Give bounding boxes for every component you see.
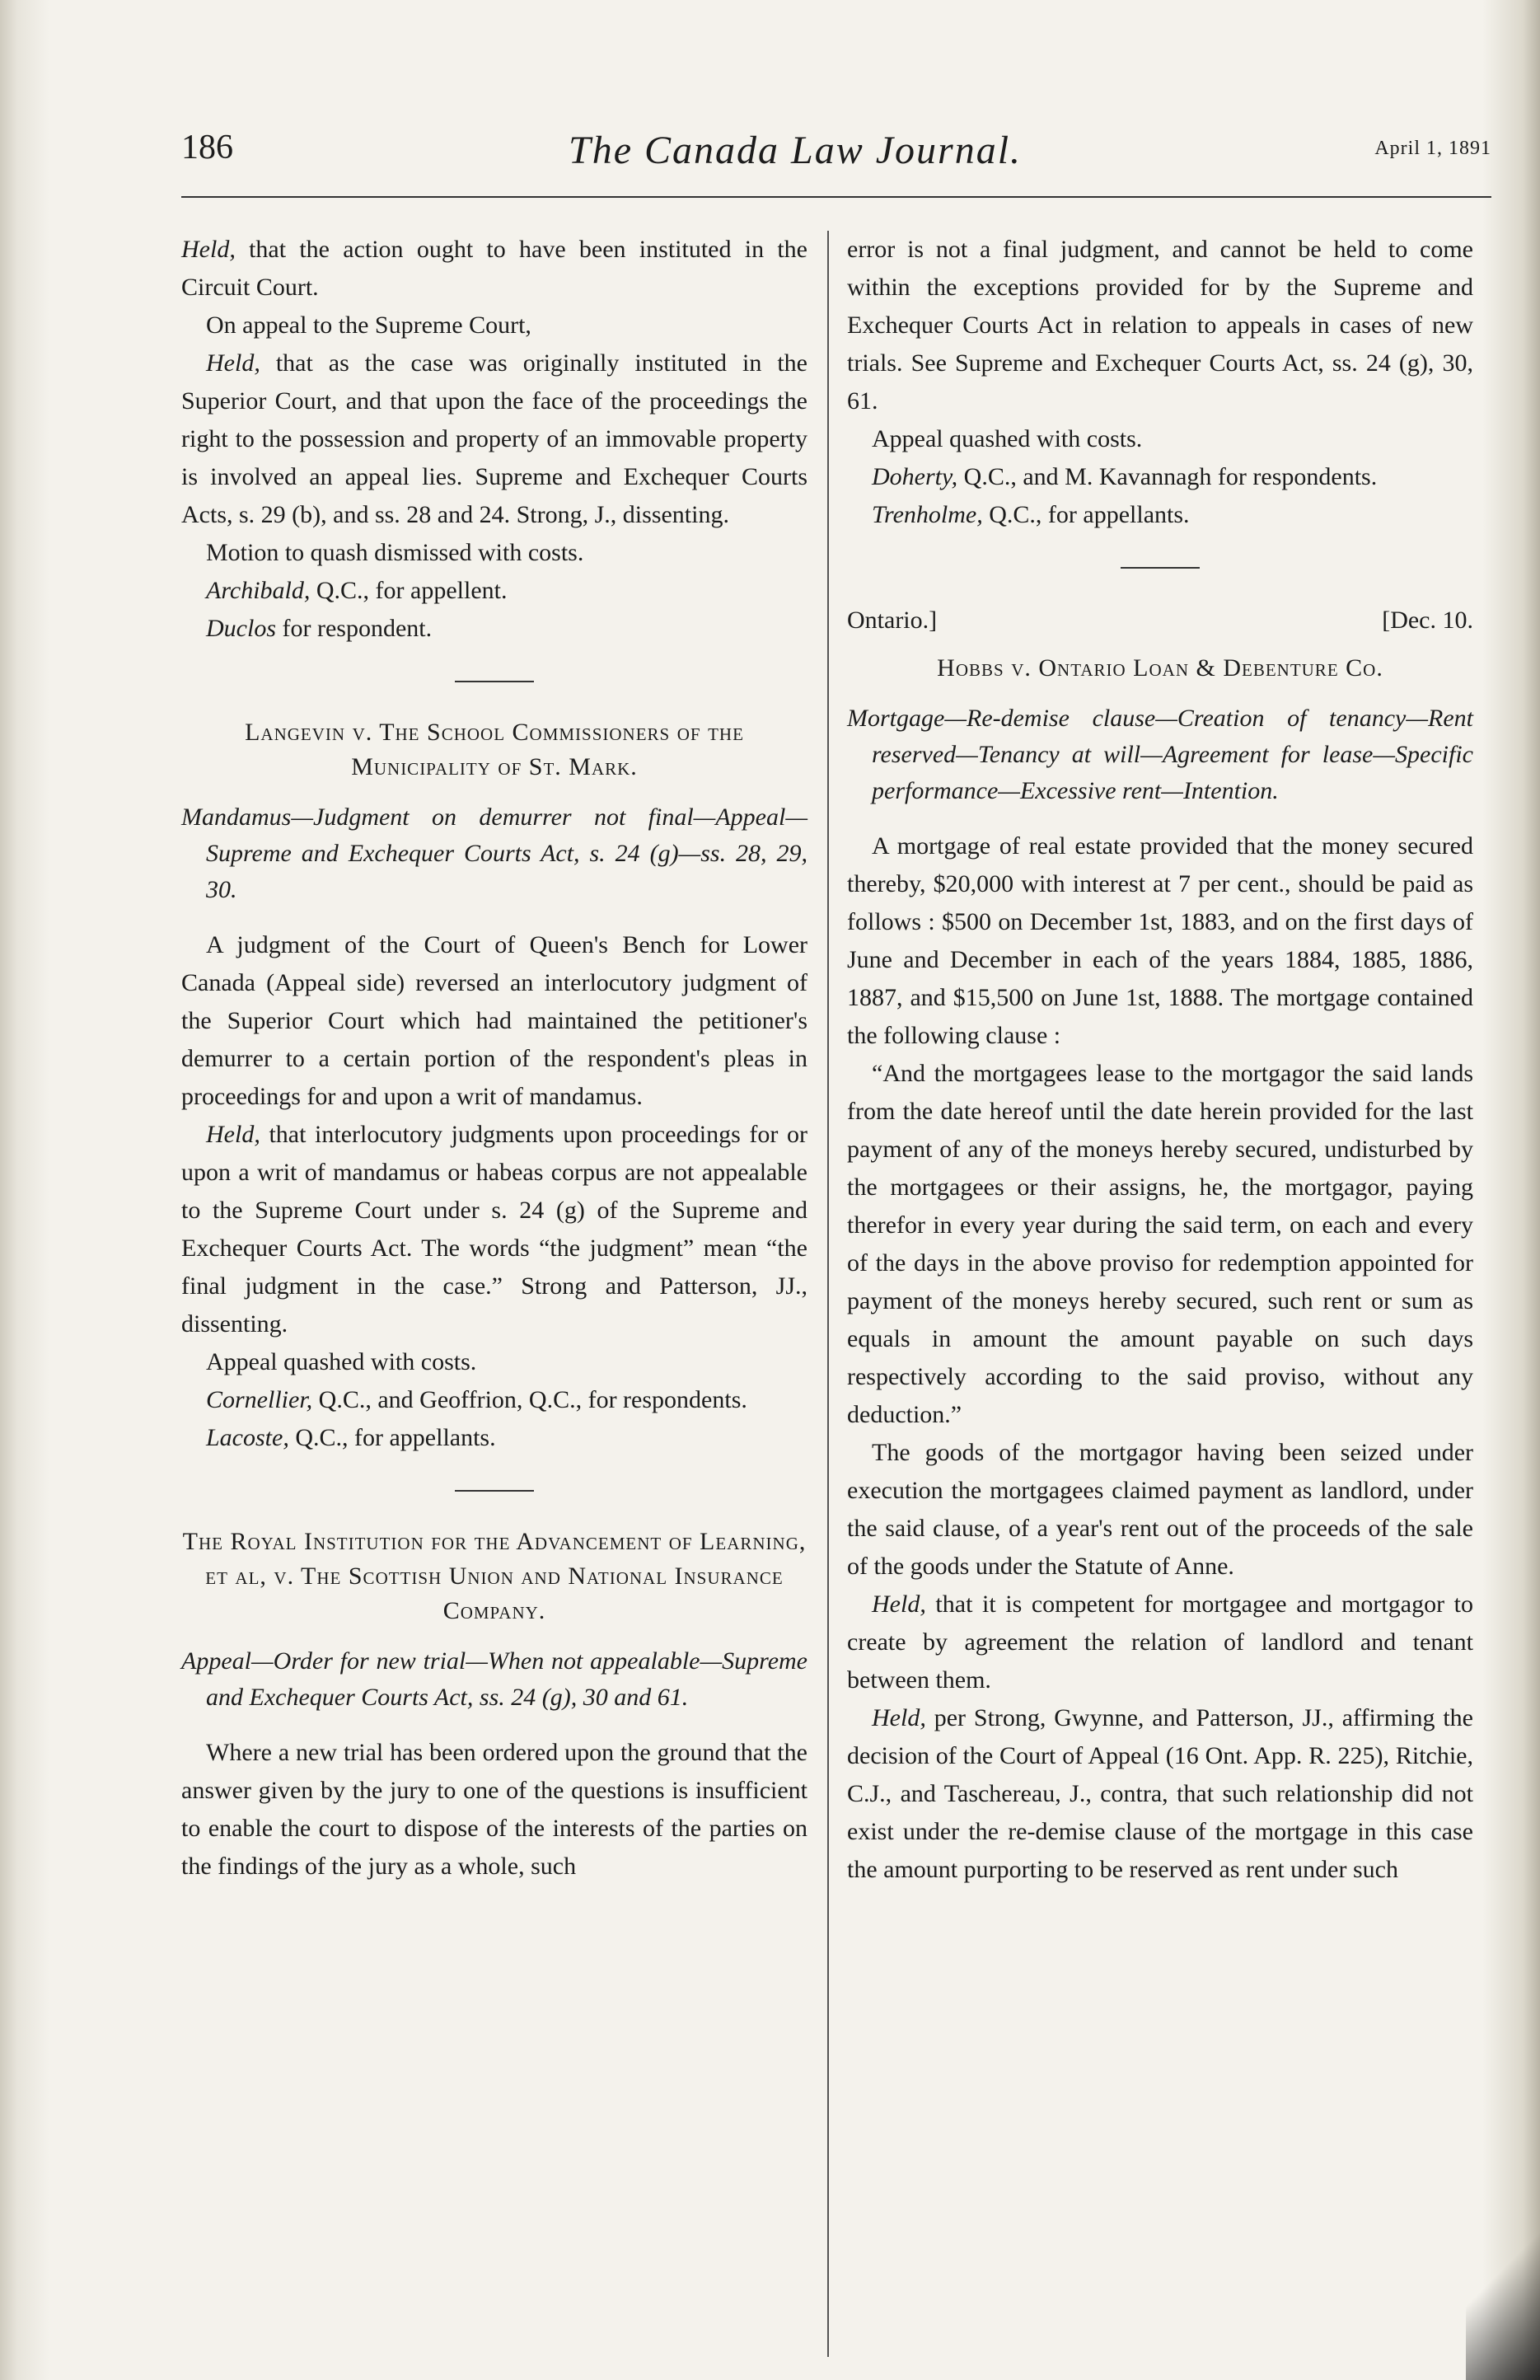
- right-column: [847, 231, 1473, 1889]
- header-rule: [181, 196, 1491, 198]
- paragraph: [181, 1734, 807, 1886]
- court-name: Ontario.]: [847, 607, 938, 634]
- para-text: Where a new trial has been ordered upon the ground that the answer given by the jury to one of the questions is insufficient to enable the court to dispose of the interests of the parties on the findings of the jury as a whole, such: [181, 1739, 807, 1880]
- paragraph: [181, 1116, 807, 1343]
- page-corner-shadow: [1466, 2207, 1540, 2380]
- case-title: Langevin v. The School Commissioners of the Municipality of St. Mark.: [245, 719, 744, 780]
- journal-title: The Canada Law Journal.: [569, 129, 1023, 172]
- para-text: The goods of the mortgagor having been seized under execution the mortgagees claimed payment as landlord, under the said clause, of a year's rent out of the proceeds of the sale of the goods under the Statute of Anne.: [847, 1439, 1473, 1580]
- para-lead: Duclos: [206, 615, 276, 642]
- paragraph: [847, 1586, 1473, 1699]
- para-lead: Held,: [872, 1704, 926, 1731]
- para-text: per Strong, Gwynne, and Patterson, JJ., affirming the decision of the Court of Appeal (16 Ont. App. R. 225), Ritchie, C.J., and Taschereau, J., contra, that such relationship did not exist under the re-demise clause of the mortgage in this case the amount purporting to be reserved as rent under such: [847, 1704, 1473, 1883]
- paragraph: [181, 231, 807, 307]
- left-column: [181, 231, 807, 1886]
- case-separator: [455, 1490, 534, 1492]
- running-header: [181, 128, 1491, 185]
- paragraph: [847, 496, 1473, 534]
- para-text: Q.C., and M. Kavannagh for respondents.: [957, 463, 1378, 490]
- para-text: that interlocutory judgments upon proceedings for or upon a writ of mandamus or habeas corpus are not appealable to the Supreme Court under s. 24 (g) of the Supreme and Exchequer Courts Act. The words “the judgment” mean “the final judgment in the case.” Strong and Patterson, JJ., dissenting.: [181, 1121, 807, 1338]
- court-date-line: [847, 602, 1473, 640]
- paragraph: [847, 1434, 1473, 1586]
- page-number: 186: [181, 129, 233, 166]
- paragraph: [847, 420, 1473, 458]
- case-title: The Royal Institution for the Advancement of Learning, et al, v. The Scottish Union and National Insurance Company.: [182, 1528, 807, 1624]
- page-edge-shadow-right: [1482, 0, 1540, 2380]
- case-royal-institution: [181, 1525, 807, 1886]
- case-title: Hobbs v. Ontario Loan & Debenture Co.: [937, 654, 1383, 682]
- case-hobbs: [847, 602, 1473, 1889]
- issue-date: April 1, 1891: [1374, 138, 1491, 159]
- para-lead: Held,: [206, 349, 260, 377]
- para-lead: Doherty,: [872, 463, 958, 490]
- paragraph: [847, 1055, 1473, 1434]
- para-text: Q.C., and Geoffrion, Q.C., for respondents.: [312, 1386, 747, 1413]
- case-separator: [455, 681, 534, 682]
- paragraph: [181, 534, 807, 572]
- case-langevin: [181, 715, 807, 1457]
- case-separator: [1121, 567, 1200, 569]
- para-text: Appeal quashed with costs.: [206, 1348, 477, 1375]
- para-text: that the action ought to have been instituted in the Circuit Court.: [181, 236, 807, 301]
- case-headnote: Mortgage—Re-demise clause—Creation of tenancy—Rent reserved—Tenancy at will—Agreement for lease—Specific performance—Excessive rent—Intention.: [847, 705, 1473, 804]
- para-text: On appeal to the Supreme Court,: [206, 312, 531, 339]
- para-text: for respondent.: [276, 615, 433, 642]
- paragraph: [181, 307, 807, 344]
- para-text: A mortgage of real estate provided that the money secured thereby, $20,000 with interest at 7 per cent., should be paid as follows : $500 on December 1st, 1883, and on the first days of June and December in each of the years 1884, 1885, 1886, 1887, and $15,500 on June 1st, 1888. The mortgage contained the following clause :: [847, 832, 1473, 1049]
- para-text: Q.C., for appellants.: [288, 1424, 496, 1451]
- para-lead: Held,: [181, 236, 236, 263]
- para-text: “And the mortgagees lease to the mortgagor the said lands from the date hereof until the date herein provided for the last payment of any of the moneys hereby secured, undisturbed by the mortgagees or their assigns, he, the mortgagor, paying therefor in every year during the said term, on each and every of the days in the above proviso for redemption appointed for payment of the moneys hereby secured, such rent or sum as equals in amount the amount payable on such days respectively according to the said proviso, without any deduction.”: [847, 1060, 1473, 1428]
- paragraph: [847, 827, 1473, 1055]
- paragraph: [847, 231, 1473, 420]
- paragraph: [181, 344, 807, 534]
- para-text: that it is competent for mortgagee and mortgagor to create by agreement the relation of landlord and tenant between them.: [847, 1591, 1473, 1694]
- page-edge-shadow-left: [0, 0, 49, 2380]
- case-headnote: Mandamus—Judgment on demurrer not final—Appeal—Supreme and Exchequer Courts Act, s. 24 (g)—ss. 28, 29, 30.: [181, 803, 807, 903]
- para-text: error is not a final judgment, and cannot be held to come within the exceptions provided for by the Supreme and Exchequer Courts Act in relation to appeals in cases of new trials. See Supreme and Exchequer Courts Act, ss. 24 (g), 30, 61.: [847, 236, 1473, 415]
- para-text: Q.C., for appellent.: [310, 577, 508, 604]
- decision-date: [Dec. 10.: [1382, 607, 1473, 634]
- case-continued-left: [181, 231, 807, 648]
- column-divider: [827, 231, 829, 2357]
- para-lead: Lacoste,: [206, 1424, 289, 1451]
- paragraph: [847, 458, 1473, 496]
- para-lead: Held,: [872, 1591, 926, 1618]
- case-headnote: Appeal—Order for new trial—When not appealable—Supreme and Exchequer Courts Act, ss. 24 (g), 30 and 61.: [181, 1647, 807, 1711]
- paragraph: [181, 610, 807, 648]
- para-lead: Held,: [206, 1121, 260, 1148]
- para-text: A judgment of the Court of Queen's Bench for Lower Canada (Appeal side) reversed an interlocutory judgment of the Superior Court which had maintained the petitioner's demurrer to a certain portion of the respondent's pleas in proceedings for and upon a writ of mandamus.: [181, 931, 807, 1110]
- paragraph: [181, 1381, 807, 1419]
- para-text: Appeal quashed with costs.: [872, 425, 1143, 452]
- paragraph: [181, 926, 807, 1116]
- para-lead: Trenholme,: [872, 501, 983, 528]
- paragraph: [847, 1699, 1473, 1889]
- case-continued-right: [847, 231, 1473, 534]
- para-lead: Cornellier,: [206, 1386, 313, 1413]
- para-text: Q.C., for appellants.: [982, 501, 1190, 528]
- para-text: Motion to quash dismissed with costs.: [206, 539, 584, 566]
- paragraph: [181, 1419, 807, 1457]
- paragraph: [181, 1343, 807, 1381]
- para-text: that as the case was originally instituted in the Superior Court, and that upon the face of the proceedings the right to the possession and property of an immovable property is involved an appeal lies. Supreme and Exchequer Courts Acts, s. 29 (b), and ss. 28 and 24. Strong, J., dissenting.: [181, 349, 807, 528]
- para-lead: Archibald,: [206, 577, 311, 604]
- paragraph: [181, 572, 807, 610]
